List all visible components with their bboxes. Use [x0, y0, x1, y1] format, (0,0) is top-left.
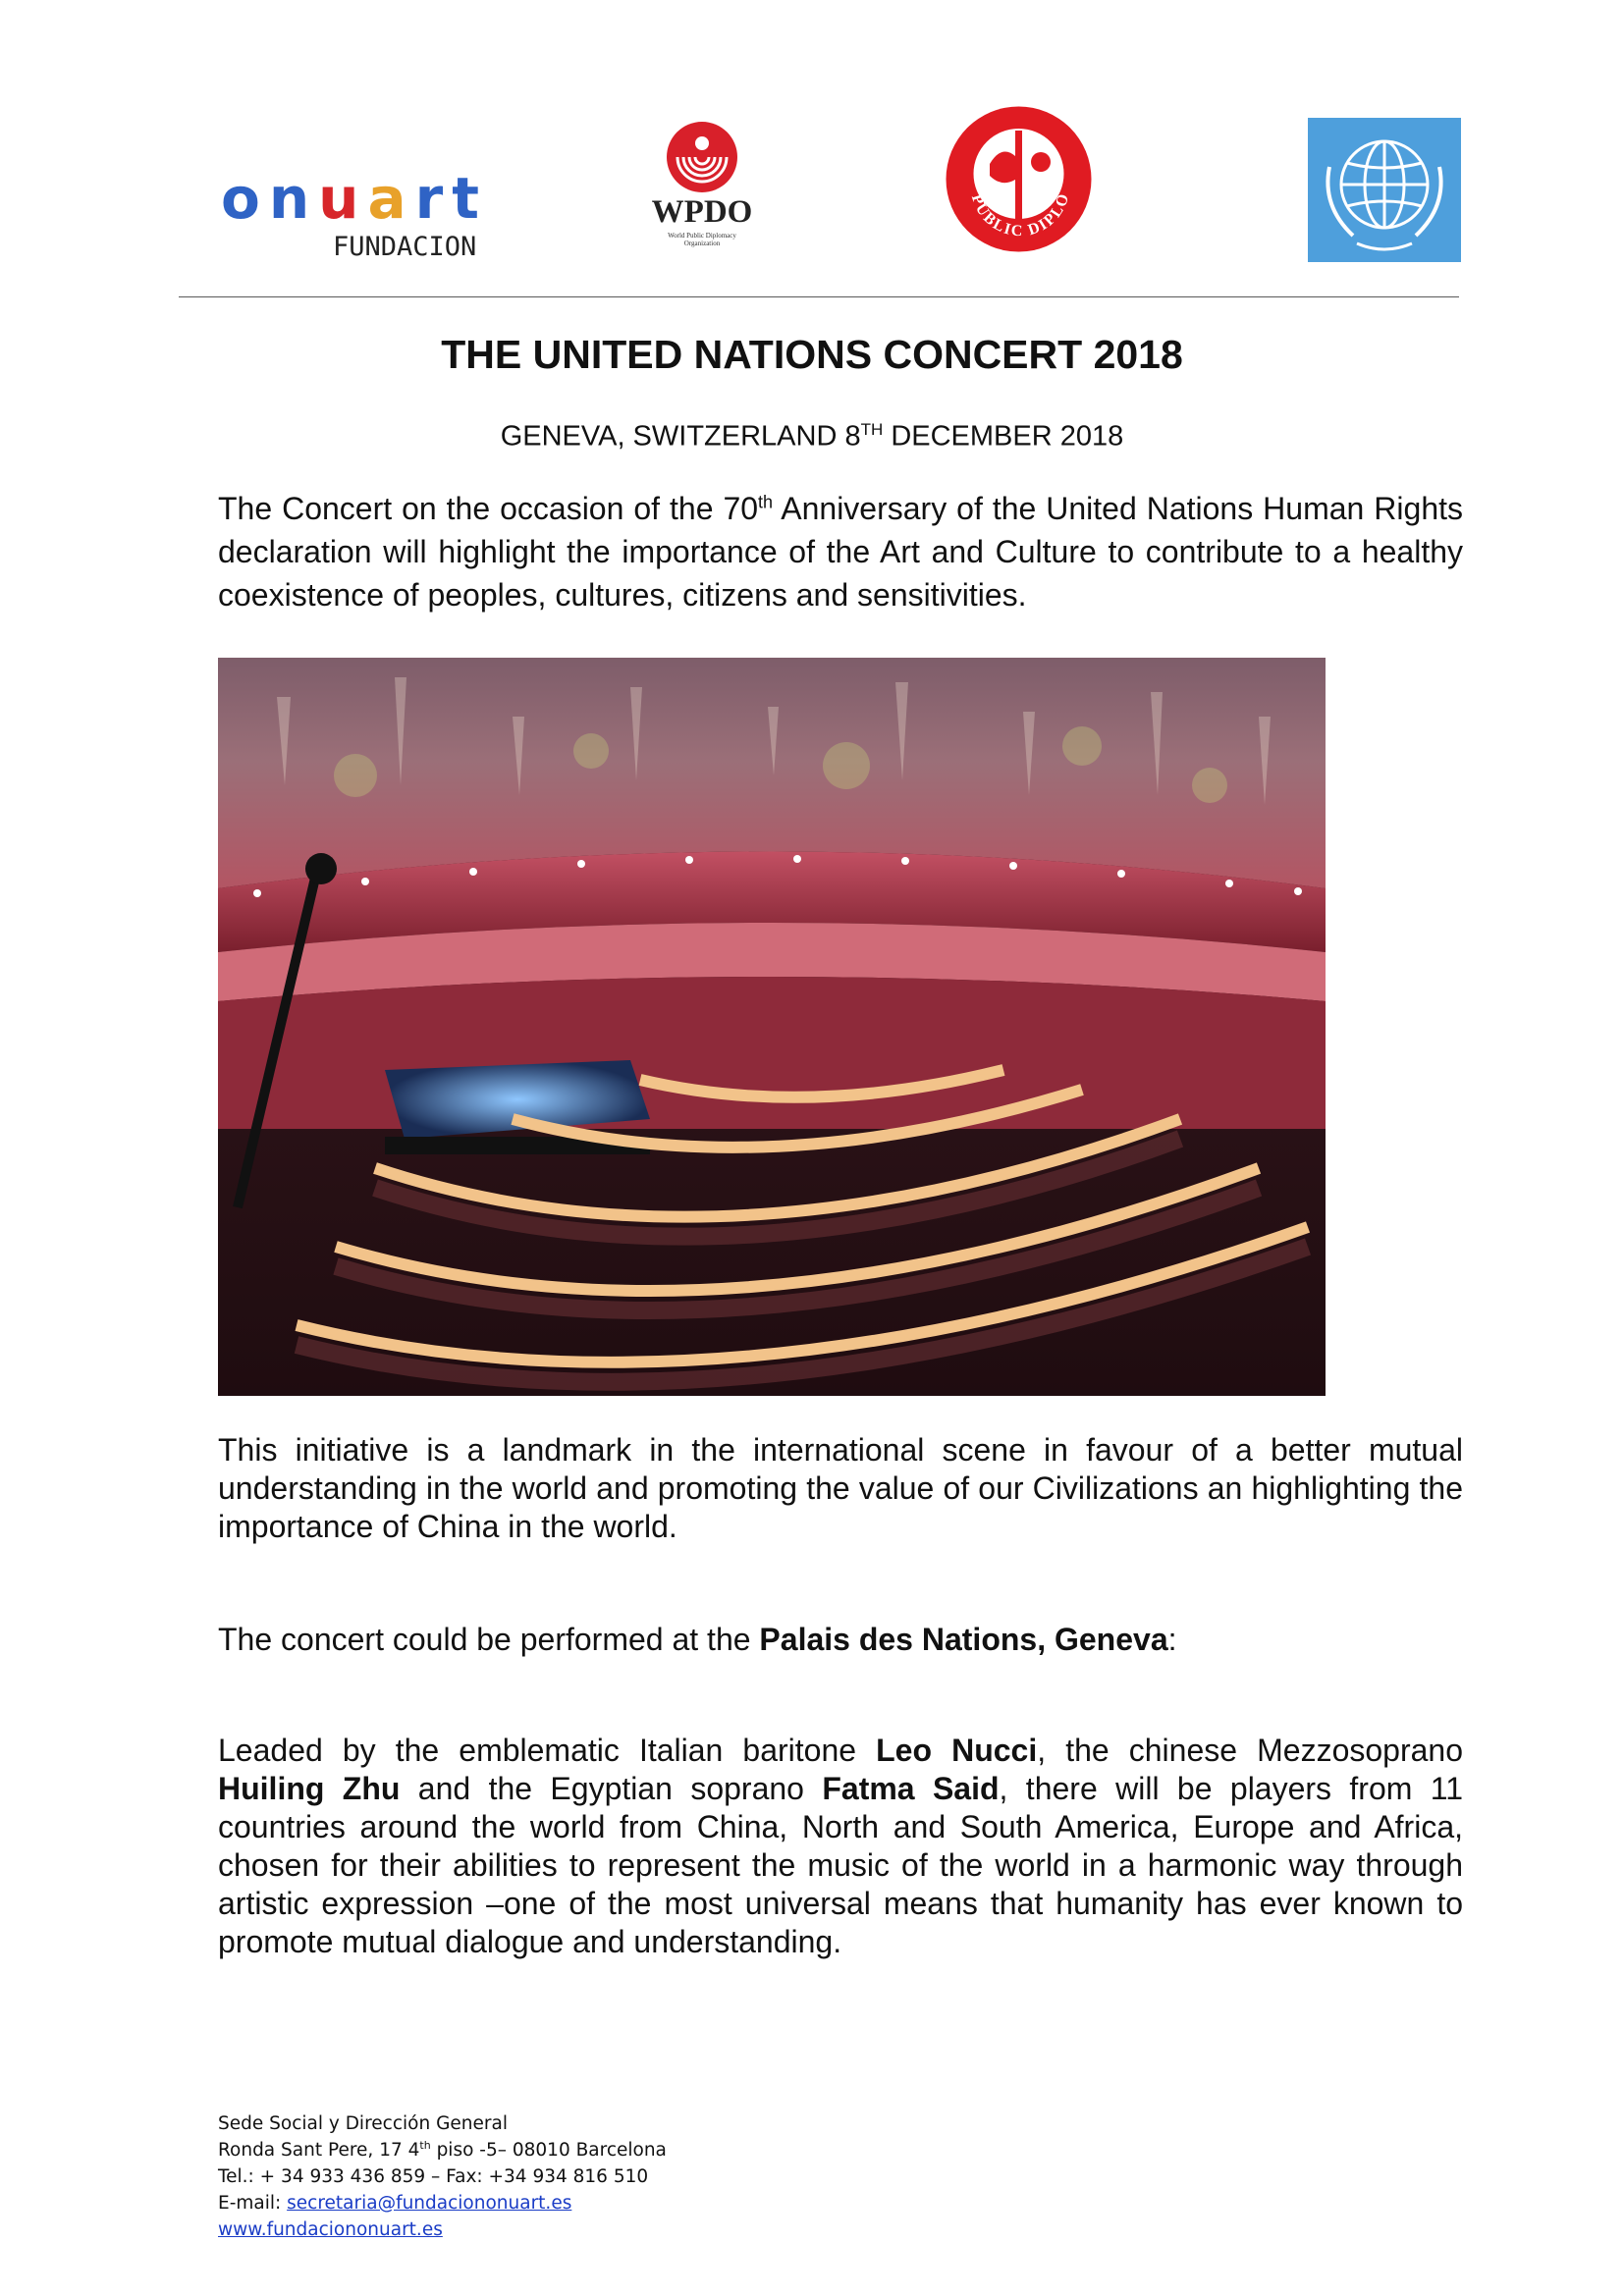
- venue-paragraph: [218, 1618, 1463, 1661]
- intro-paragraph: [218, 487, 1463, 616]
- logo-bar: [0, 0, 1624, 275]
- footer-website-link[interactable]: www.fundaciononuart.es: [218, 2219, 443, 2240]
- venue-name: Palais des Nations, Geneva: [759, 1622, 1168, 1657]
- wpdo-tagline-line: World Public Diplomacy: [668, 232, 736, 240]
- footer-line: Sede Social y Dirección General: [218, 2113, 508, 2134]
- initiative-paragraph: This initiative is a landmark in the international scene in favour of a better mutual understanding in the world and promoting the value of our Civilizations an highlighting the importance of China in the world.: [218, 1432, 1463, 1544]
- footer-ordinal: th: [419, 2138, 431, 2152]
- onuart-letter: o: [221, 165, 269, 232]
- wpdo-logo: [638, 118, 766, 245]
- onuart-subtitle: FUNDACION: [333, 232, 477, 262]
- intro-ordinal: th: [758, 492, 774, 512]
- performer-name: Leo Nucci: [876, 1733, 1038, 1768]
- dateline-text: DECEMBER 2018: [883, 420, 1124, 453]
- footer-email-link[interactable]: secretaria@fundaciononuart.es: [287, 2193, 572, 2214]
- footer-contact: [218, 2110, 667, 2243]
- venue-text: :: [1167, 1622, 1177, 1657]
- footer-email-line: [218, 2190, 667, 2216]
- performers-text: , there will be players from 11 countries around the world from China, North and South America, Europe and Africa, chosen for their abilities to represent the music of the world in a harmonic way through artistic expression –one of the most universal means that humanity has ever known to promote mutual dialogue and understanding.: [218, 1771, 1464, 1959]
- onuart-fundacion-logo: [221, 165, 488, 265]
- performers-paragraph: [218, 1732, 1463, 1961]
- onuart-letter: a: [367, 165, 415, 232]
- performers-text: , the chinese Mezzosoprano: [1037, 1733, 1464, 1768]
- un-globe-icon: [1308, 118, 1461, 262]
- dateline-text: GENEVA, SWITZERLAND 8: [500, 420, 861, 453]
- footer-text: Ronda Sant Pere, 17 4: [218, 2140, 420, 2161]
- onuart-letter: u: [318, 165, 368, 232]
- performers-text: Leaded by the emblematic Italian baritone: [218, 1733, 877, 1768]
- wpdo-tagline-line: Organization: [683, 240, 721, 247]
- onuart-wordmark: [221, 167, 488, 230]
- performer-name: Huiling Zhu: [218, 1771, 401, 1806]
- wpdo-name: WPDO: [651, 194, 753, 230]
- public-diplomacy-ring-text: PUBLIC DIPLO: [967, 189, 1073, 240]
- united-nations-logo: [1308, 118, 1461, 262]
- public-diplomacy-emblem-icon: [943, 103, 1095, 255]
- performer-name: Fatma Said: [822, 1771, 1000, 1806]
- footer-text: piso -5– 08010 Barcelona: [430, 2140, 667, 2161]
- wpdo-emblem-icon: [638, 118, 766, 196]
- dateline-ordinal: TH: [860, 420, 884, 439]
- onuart-letter: n: [268, 165, 319, 232]
- footer-website-line: [218, 2216, 667, 2243]
- intro-text: Anniversary of the United Nations Human Rights declaration will highlight the importance of the Art and Culture to contribute to a healthy coexistence of peoples, cultures, citizens and sensitivities.: [218, 491, 1464, 613]
- footer-email-label: E-mail:: [218, 2193, 288, 2214]
- footer-address: [218, 2137, 667, 2163]
- intro-text: The Concert on the occasion of the 70: [218, 491, 759, 526]
- wpdo-tagline: [638, 232, 766, 247]
- concert-hall-photo: [218, 658, 1326, 1396]
- venue-text: The concert could be performed at the: [218, 1622, 760, 1657]
- header-divider: [179, 296, 1459, 297]
- page-title: THE UNITED NATIONS CONCERT 2018: [441, 332, 1183, 377]
- dateline: [0, 420, 1624, 454]
- performers-text: and the Egyptian soprano: [400, 1771, 823, 1806]
- onuart-letter: t: [452, 165, 488, 232]
- onuart-letter: r: [414, 165, 453, 232]
- footer-phone: Tel.: + 34 933 436 859 – Fax: +34 934 816 510: [218, 2166, 649, 2187]
- public-diplomacy-logo: [943, 103, 1095, 255]
